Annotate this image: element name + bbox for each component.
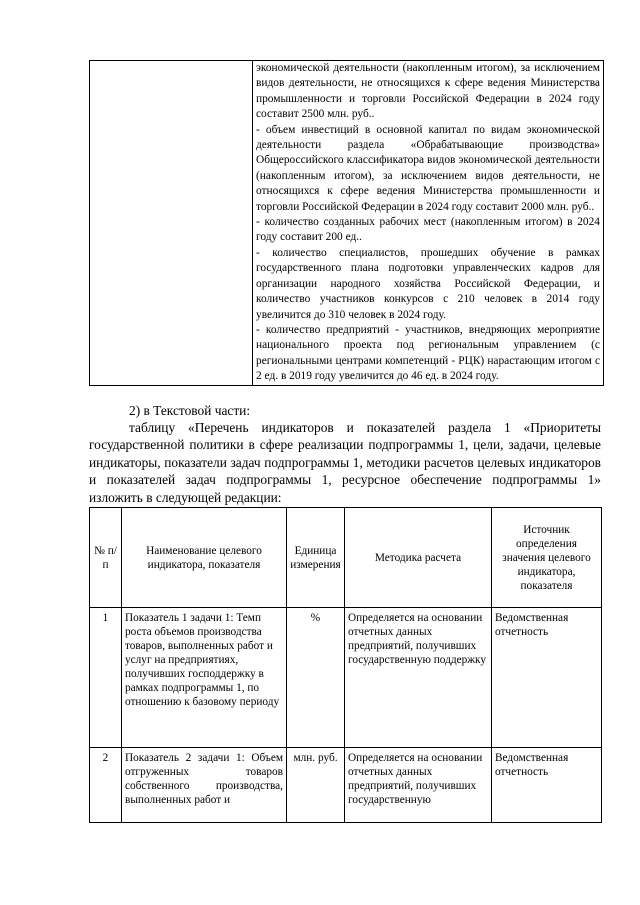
row-indicator-name: Показатель 2 задачи 1: Объем отгруженных товаров собственного производства, выполненных работ и (122, 748, 287, 823)
table-row (90, 608, 602, 748)
continuation-table (89, 60, 604, 386)
continuation-left-cell (90, 61, 253, 386)
row-number: 2 (90, 748, 122, 823)
target-line-4: - количество специалистов, прошедших обучение в рамках государственного плана подготовки управленческих кадров для организации народного хозяйства Российской Федерации, и количество участников конкурсов с 210 человек в 2014 году увеличится до 310 человек в 2024 году. (256, 246, 600, 321)
row-source: Ведомственная отчетность (492, 608, 602, 748)
target-line-1: экономической деятельности (накопленным итогом), за исключением видов деятельности, не относящихся к сфере ведения Министерства промышленности и торговли Российской Федерации в 2024 году составит 2500 млн. руб.. (256, 62, 600, 121)
header-unit: Единица измерения (287, 508, 345, 608)
header-number: № п/п (90, 508, 122, 608)
header-method: Методика расчета (345, 508, 492, 608)
section-heading: 2) в Текстовой части: (129, 403, 251, 418)
target-line-3: - количество созданных рабочих мест (накопленным итогом) в 2024 году составит 200 ед.. (256, 216, 600, 244)
target-line-2: - объем инвестиций в основной капитал по видам экономической деятельности раздела «Обрабатывающие производства» Общероссийского классификатора видов экономической деятельности (накопленным итогом), за исключением видов деятельности, не относящихся к сфере ведения Министерства промышленности и торговли Российской Федерации в 2024 году составит 2000 млн. руб.. (256, 123, 600, 213)
row-method: Определяется на основании отчетных данных предприятий, получивших государственную поддержку (345, 608, 492, 748)
row-source: Ведомственная отчетность (492, 748, 602, 823)
table-row (90, 748, 602, 823)
indicators-table (89, 507, 602, 823)
row-number: 1 (90, 608, 122, 748)
row-indicator-name: Показатель 1 задачи 1: Темп роста объемов производства товаров, выполненных работ и услуг на предприятиях, получивших господдержку в рамках подпрограммы 1, по отношению к базовому периоду (122, 608, 287, 748)
continuation-right-cell (253, 61, 604, 386)
row-unit: % (287, 608, 345, 748)
header-source: Источник определения значения целевого индикатора, показателя (492, 508, 602, 608)
row-method: Определяется на основании отчетных данных предприятий, получивших государственную (345, 748, 492, 823)
header-name: Наименование целевого индикатора, показателя (122, 508, 287, 608)
row-unit: млн. руб. (287, 748, 345, 823)
target-line-5: - количество предприятий - участников, внедряющих мероприятие национального проекта под региональным управлением (с региональными центрами компетенций - РЦК) нарастающим итогом с 2 ед. в 2019 году увеличится до 46 ед. в 2024 году. (256, 323, 600, 383)
instruction-paragraph: таблицу «Перечень индикаторов и показателей раздела 1 «Приоритеты государственной политики в сфере реализации подпрограммы 1, цели, задачи, целевые индикаторы, показатели задач подпрограммы 1, методики расчетов целевых индикаторов и показателей задач подпрограммы 1, ресурсное обеспечение подпрограммы 1» изложить в следующей редакции: (89, 420, 601, 505)
indicators-header-row (90, 508, 602, 608)
